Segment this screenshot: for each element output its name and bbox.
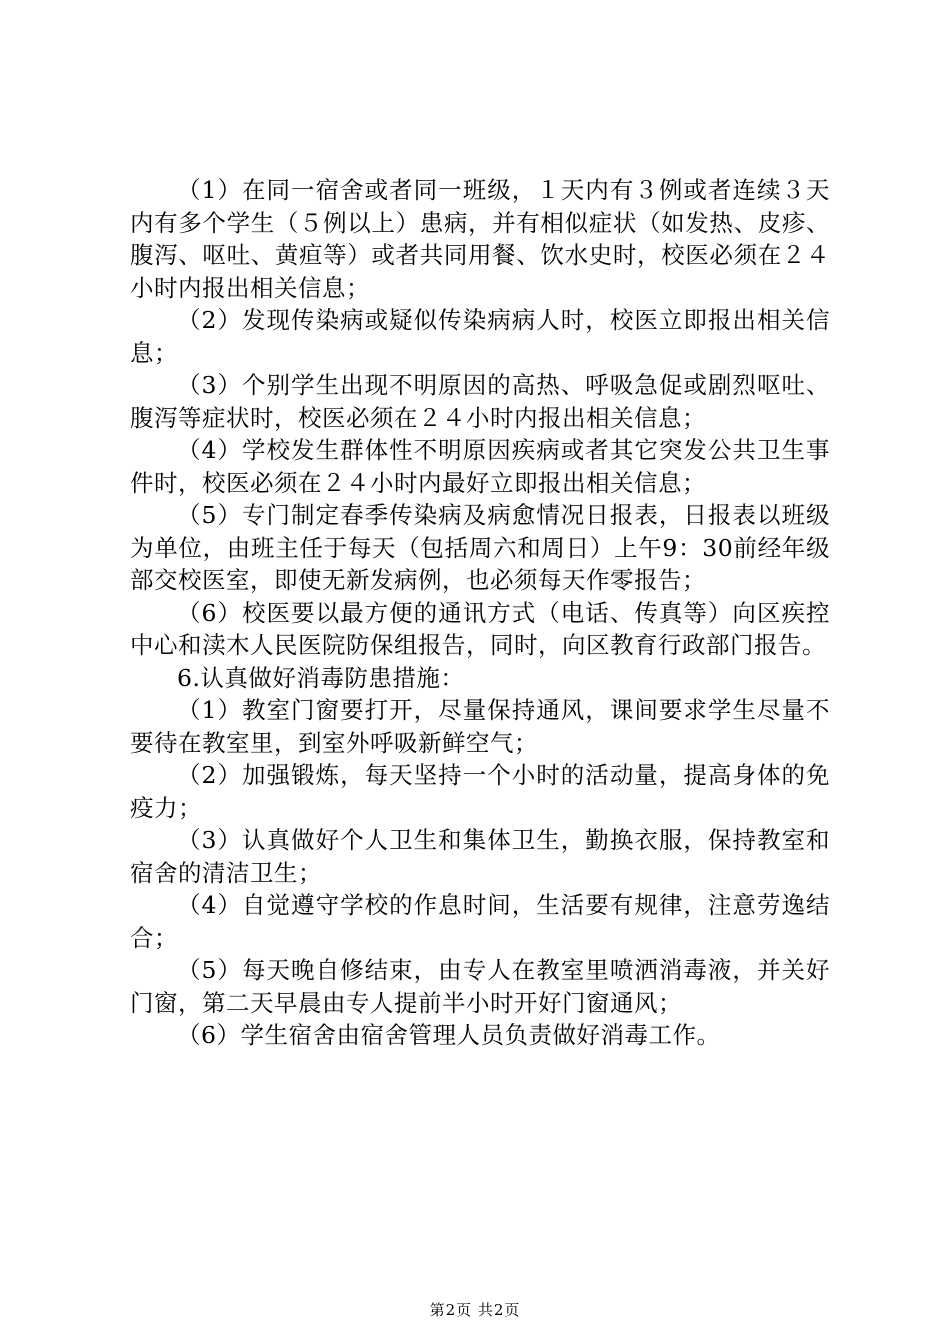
paragraph-report-suspected: （2）发现传染病或疑似传染病病人时，校医立即报出相关信息；	[130, 306, 830, 367]
section-heading-disinfection: 6.认真做好消毒防患措施：	[177, 663, 465, 692]
document-body	[130, 174, 830, 1052]
paragraph-classroom-disinfection: （5）每天晚自修结束，由专人在教室里喷洒消毒液，并关好门窗，第二天早晨由专人提前半小时开好门窗通风；	[130, 956, 830, 1017]
paragraph-ventilation: （1）教室门窗要打开，尽量保持通风，课间要求学生尽量不要待在教室里，到室外呼吸新鲜空气；	[130, 696, 830, 757]
paragraph-hygiene: （3）认真做好个人卫生和集体卫生，勤换衣服，保持教室和宿舍的清洁卫生；	[130, 826, 830, 887]
paragraph-schedule: （4）自觉遵守学校的作息时间，生活要有规律，注意劳逸结合；	[130, 891, 830, 952]
paragraph-report-cluster: （1）在同一宿舍或者同一班级，１天内有３例或者连续３天内有多个学生（５例以上）患病，并有相似症状（如发热、皮疹、腹泻、呕吐、黄疸等）或者共同用餐、饮水史时，校医必须在２４小时内报出相关信息；	[130, 176, 830, 302]
paragraph-exercise: （2）加强锻炼，每天坚持一个小时的活动量，提高身体的免疫力；	[130, 761, 830, 822]
paragraph-daily-report: （5）专门制定春季传染病及病愈情况日报表，日报表以班级为单位，由班主任于每天（包括周六和周日）上午9：30前经年级部交校医室，即使无新发病例，也必须每天作零报告；	[130, 501, 830, 594]
paragraph-report-channel: （6）校医要以最方便的通讯方式（电话、传真等）向区疾控中心和渎木人民医院防保组报告，同时，向区教育行政部门报告。	[130, 598, 830, 659]
paragraph-dorm-disinfection: （6）学生宿舍由宿舍管理人员负责做好消毒工作。	[177, 1021, 721, 1049]
paragraph-report-group-event: （4）学校发生群体性不明原因疾病或者其它突发公共卫生事件时，校医必须在２４小时内最好立即报出相关信息；	[130, 436, 830, 497]
page-number-footer: 第2页 共2页	[429, 1301, 521, 1319]
paragraph-report-fever: （3）个别学生出现不明原因的高热、呼吸急促或剧烈呕吐、腹泻等症状时，校医必须在２４小时内报出相关信息；	[130, 371, 830, 432]
